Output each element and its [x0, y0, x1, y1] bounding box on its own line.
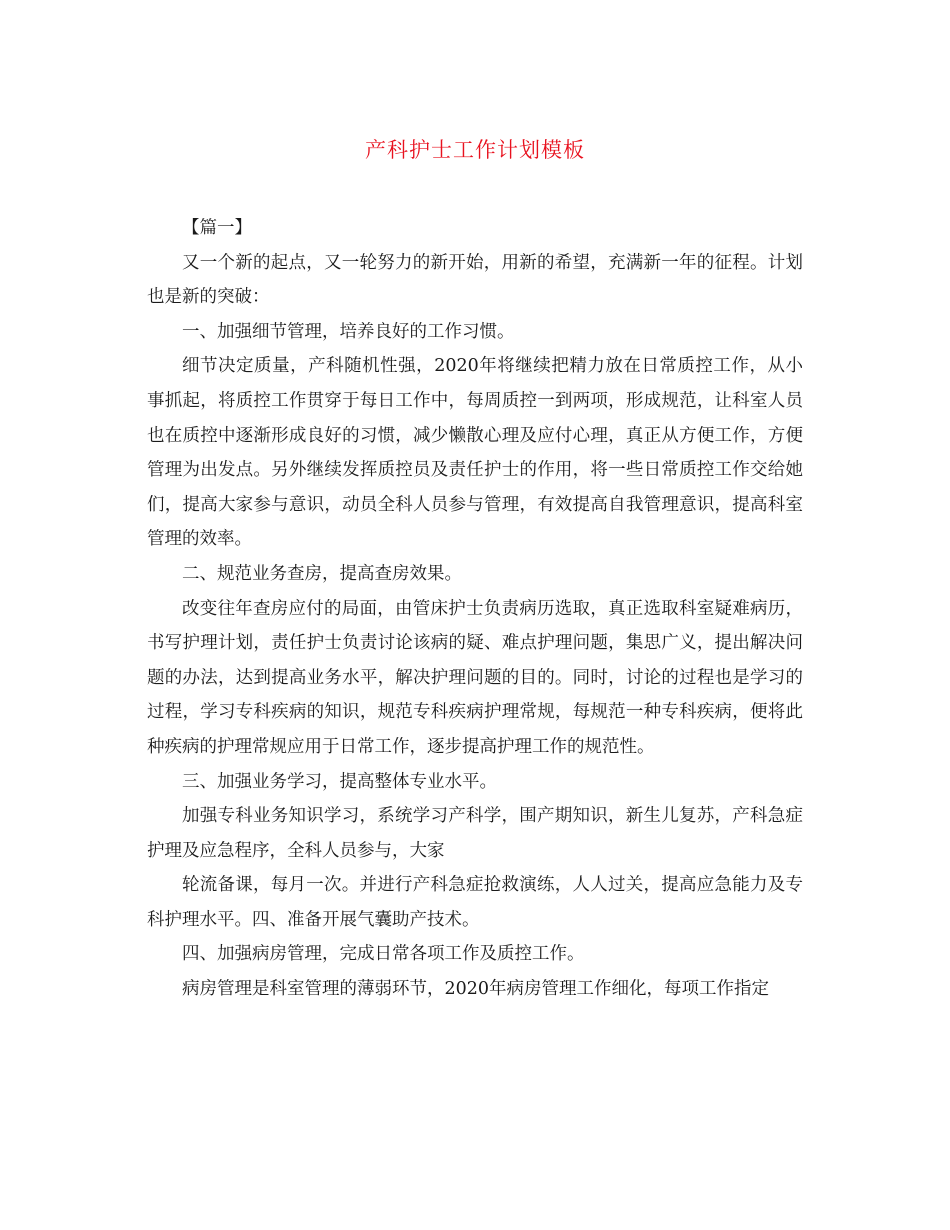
- paragraph: 病房管理是科室管理的薄弱环节，2020年病房管理工作细化，每项工作指定: [182, 979, 770, 1000]
- document-title: 产科护士工作计划模板: [365, 138, 585, 162]
- document-body: [147, 211, 803, 1007]
- section-heading: 【篇一】: [182, 218, 252, 238]
- paragraph: 又一个新的起点，又一轮努力的新开始，用新的希望，充满新一年的征程。计划也是新的突破：: [147, 252, 803, 308]
- section-heading: 四、加强病房管理，完成日常各项工作及质控工作。: [182, 944, 585, 965]
- section-heading: 二、规范业务查房，提高查房效果。: [182, 563, 462, 584]
- section-heading: 一、加强细节管理，培养良好的工作习惯。: [182, 321, 515, 342]
- paragraph: 细节决定质量，产科随机性强，2020年将继续把精力放在日常质控工作，从小事抓起，将质控工作贯穿于每日工作中，每周质控一到两项，形成规范，让科室人员也在质控中逐渐形成良好的习惯，减少懒散心理及应付心理，真正从方便工作，方便管理为出发点。另外继续发挥质控员及责任护士的作用，将一些日常质控工作交给她们，提高大家参与意识，动员全科人员参与管理，有效提高自我管理意识，提高科室管理的效率。: [147, 356, 803, 550]
- section-heading: 三、加强业务学习，提高整体专业水平。: [182, 771, 497, 792]
- paragraph: 加强专科业务知识学习，系统学习产科学，围产期知识，新生儿复苏，产科急症护理及应急程序，全科人员参与，大家: [147, 806, 803, 861]
- paragraph: 轮流备课，每月一次。并进行产科急症抢救演练，人人过关，提高应急能力及专科护理水平。四、准备开展气囊助产技术。: [147, 875, 803, 930]
- paragraph: 改变往年查房应付的局面，由管床护士负责病历选取，真正选取科室疑难病历，书写护理计划，责任护士负责讨论该病的疑、难点护理问题，集思广义，提出解决问题的办法，达到提高业务水平，解决护理问题的目的。同时，讨论的过程也是学习的过程，学习专科疾病的知识，规范专科疾病护理常规，每规范一种专科疾病，便将此种疾病的护理常规应用于日常工作，逐步提高护理工作的规范性。: [147, 598, 803, 757]
